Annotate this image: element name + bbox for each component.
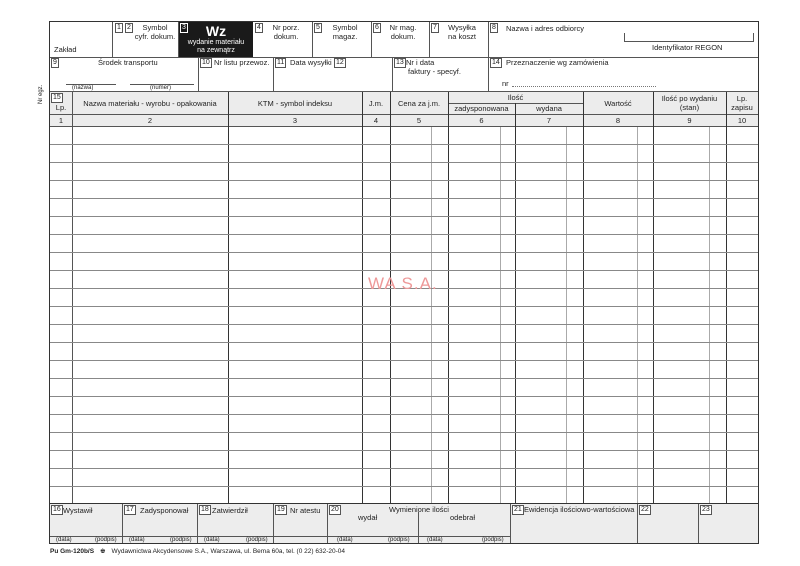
table-row[interactable] — [50, 324, 758, 325]
numer-hint: (numer) — [150, 85, 172, 91]
divider — [50, 114, 758, 115]
divider — [429, 22, 430, 57]
field-number: 14 — [492, 59, 500, 66]
decimal-divider — [566, 127, 567, 503]
field-number: 3 — [182, 24, 186, 31]
publisher-line — [50, 547, 345, 555]
field-number: 9 — [53, 59, 57, 66]
column-number: 3 — [292, 116, 298, 125]
col-ilosc-po: Ilość po wydaniu (stan) — [661, 94, 718, 112]
divider — [122, 504, 123, 543]
data-wysylki-label: Data wysyłki — [290, 58, 332, 67]
decimal-divider — [709, 127, 710, 503]
divider — [371, 22, 372, 57]
table-row[interactable] — [50, 216, 758, 217]
nr-porz-label: Nr porz. dokum. — [272, 23, 300, 41]
field-number: 5 — [316, 24, 320, 31]
column-number: 10 — [737, 116, 747, 125]
data-hint: (data) — [129, 537, 145, 543]
field-number: 21 — [514, 506, 522, 513]
ewidencja-label: Ewidencja ilościowo-wartościowa — [524, 505, 635, 514]
col-nazwa: Nazwa materiału - wyrobu - opakowania — [83, 99, 217, 108]
podpis-hint: (podpis) — [170, 537, 192, 543]
divider — [50, 503, 758, 504]
field-number: 10 — [202, 59, 210, 66]
field-number: 2 — [127, 24, 131, 31]
col-lp: Lp. — [55, 103, 67, 112]
col-wydana: wydana — [536, 104, 562, 113]
divider — [698, 504, 699, 543]
field-number: 1 — [117, 24, 121, 31]
divider — [112, 22, 113, 57]
table-row[interactable] — [50, 342, 758, 343]
divider — [197, 504, 198, 543]
decimal-divider — [637, 127, 638, 503]
table-row[interactable] — [50, 198, 758, 199]
wymienione-label: Wymienione ilości — [389, 505, 449, 514]
srodek-label: Środek transportu — [98, 58, 158, 67]
field-number: 11 — [277, 59, 285, 66]
column-number: 8 — [615, 116, 621, 125]
podpis-hint: (podpis) — [388, 537, 410, 543]
column-number: 1 — [58, 116, 64, 125]
column-divider — [228, 92, 229, 503]
przeznaczenie-label: Przeznaczenie wg zamówienia — [506, 58, 609, 67]
col-jm: J.m. — [368, 99, 384, 108]
table-row[interactable] — [50, 432, 758, 433]
column-number: 7 — [546, 116, 552, 125]
divider — [392, 57, 393, 91]
column-number: 5 — [416, 116, 422, 125]
podpis-hint: (podpis) — [246, 537, 268, 543]
publisher-logo-icon: ♚ — [99, 548, 106, 555]
data-hint: (data) — [427, 537, 443, 543]
divider — [273, 57, 274, 91]
nazwa-hint: (nazwa) — [72, 85, 94, 91]
table-row[interactable] — [50, 450, 758, 451]
symbol-cyfr-label: Symbol cyfr. dokum. — [134, 23, 176, 41]
column-divider — [362, 92, 363, 503]
data-hint: (data) — [204, 537, 220, 543]
table-row[interactable] — [50, 378, 758, 379]
field-number: 15 — [53, 94, 61, 101]
nr-listu-label: Nr listu przewoz. — [214, 58, 270, 67]
column-number: 2 — [147, 116, 153, 125]
col-wartosc: Wartość — [604, 99, 632, 108]
column-number: 4 — [373, 116, 379, 125]
nr-mag-label: Nr mag. dokum. — [389, 23, 417, 41]
table-row[interactable] — [50, 144, 758, 145]
col-cena: Cena za j.m. — [397, 99, 441, 108]
field-number: 16 — [53, 506, 61, 513]
table-row[interactable] — [50, 252, 758, 253]
table-row[interactable] — [50, 486, 758, 487]
column-divider — [583, 92, 584, 503]
divider — [637, 504, 638, 543]
column-divider — [448, 92, 449, 503]
field-number: 12 — [336, 59, 344, 66]
column-divider — [515, 103, 516, 503]
wydal-label: wydał — [358, 513, 378, 522]
document-code: Wz — [205, 23, 227, 39]
odebral-label: odebrał — [450, 513, 476, 522]
divider — [312, 22, 313, 57]
table-row[interactable] — [50, 360, 758, 361]
nr-faktury-label: Nr i data faktury - specyf. — [406, 58, 461, 76]
data-hint: (data) — [56, 537, 72, 543]
field-number: 23 — [702, 506, 710, 513]
wystawil-label: Wystawił — [63, 506, 93, 515]
col-zadysponowana: zadysponowana — [454, 104, 509, 113]
col-lp-zapisu: Lp. zapisu — [731, 94, 753, 112]
col-ktm: KTM - symbol indeksu — [257, 99, 333, 108]
zaklad-label: Zakład — [54, 45, 77, 54]
data-hint: (data) — [337, 537, 353, 543]
divider — [50, 126, 758, 127]
table-row[interactable] — [50, 414, 758, 415]
symbol-mag-label: Symbol magaz. — [332, 23, 358, 41]
divider — [327, 504, 328, 543]
col-ilosc: Ilość — [507, 93, 524, 102]
field-number: 13 — [396, 59, 404, 66]
zadysponowal-label: Zadysponował — [140, 506, 189, 515]
divider — [488, 22, 489, 57]
table-row[interactable] — [50, 270, 758, 271]
podpis-hint: (podpis) — [482, 537, 504, 543]
field-number: 6 — [375, 24, 379, 31]
wysylka-label: Wysyłka na koszt — [448, 23, 476, 41]
table-row[interactable] — [50, 180, 758, 181]
divider — [510, 504, 511, 543]
divider — [488, 57, 489, 91]
column-divider — [726, 92, 727, 503]
column-divider — [390, 92, 391, 503]
divider — [198, 57, 199, 91]
nr-atestu-label: Nr atestu — [290, 506, 321, 515]
field-number: 17 — [126, 506, 134, 513]
divider — [418, 512, 419, 543]
field-number: 19 — [277, 506, 285, 513]
decimal-divider — [431, 127, 432, 503]
field-number: 8 — [492, 24, 496, 31]
table-row[interactable] — [50, 234, 758, 235]
watermark: WA S.A. — [368, 274, 438, 293]
table-row[interactable] — [50, 162, 758, 163]
column-divider — [72, 92, 73, 503]
table-row[interactable] — [50, 468, 758, 469]
field-number: 4 — [257, 24, 261, 31]
zatwierdzil-label: Zatwierdził — [212, 506, 248, 515]
regon-boxes[interactable] — [624, 33, 754, 42]
field-number: 20 — [331, 506, 339, 513]
nr-label: nr — [502, 79, 509, 88]
table-row[interactable] — [50, 396, 758, 397]
column-number: 6 — [479, 116, 484, 125]
copy-number-label: Nr egz. — [38, 84, 44, 104]
column-number: 9 — [687, 116, 692, 125]
field-number: 18 — [201, 506, 209, 513]
divider — [273, 504, 274, 543]
decimal-divider — [500, 127, 501, 503]
document-title-block: Wz wydanie materiału na zewnątrz — [179, 22, 253, 57]
column-divider — [653, 92, 654, 503]
field-number: 22 — [641, 506, 649, 513]
divider — [512, 86, 656, 87]
podpis-hint: (podpis) — [95, 537, 117, 543]
publisher-text: Wydawnictwa Akcydensowe S.A., Warszawa, ul. Bema 60a, tel. (0 22) 632-20-04 — [111, 548, 345, 555]
regon-label: Identyfikator REGON — [652, 43, 723, 52]
field-number: 7 — [433, 24, 437, 31]
form-code: Pu Gm-120b/S — [50, 548, 95, 555]
table-row[interactable] — [50, 306, 758, 307]
odbiorca-label: Nazwa i adres odbiorcy — [506, 24, 584, 33]
